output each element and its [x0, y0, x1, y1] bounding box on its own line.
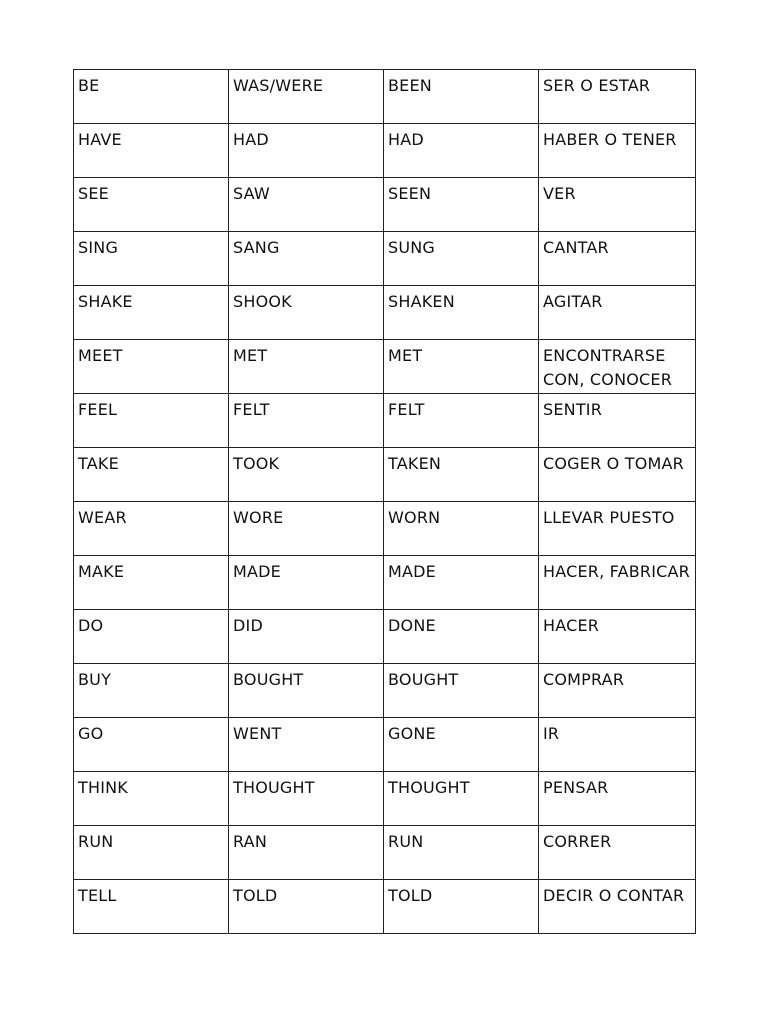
table-row	[74, 124, 696, 178]
base-form-cell: WEAR	[74, 502, 229, 556]
past-simple-cell: MET	[229, 340, 384, 394]
table-row	[74, 340, 696, 394]
spanish-translation-cell: COGER O TOMAR	[539, 448, 696, 502]
irregular-verbs-table	[73, 69, 696, 934]
base-form-cell: DO	[74, 610, 229, 664]
table-row	[74, 664, 696, 718]
spanish-translation-cell: SENTIR	[539, 394, 696, 448]
past-simple-cell: WORE	[229, 502, 384, 556]
spanish-translation-cell: PENSAR	[539, 772, 696, 826]
past-simple-cell: DID	[229, 610, 384, 664]
table-row	[74, 394, 696, 448]
past-participle-cell: BEEN	[384, 70, 539, 124]
past-simple-cell: THOUGHT	[229, 772, 384, 826]
spanish-translation-cell: ENCONTRARSE CON, CONOCER	[539, 340, 696, 394]
past-participle-cell: RUN	[384, 826, 539, 880]
verb-table-body	[74, 70, 696, 934]
past-participle-cell: WORN	[384, 502, 539, 556]
base-form-cell: BE	[74, 70, 229, 124]
spanish-translation-cell: HACER	[539, 610, 696, 664]
past-participle-cell: TOLD	[384, 880, 539, 934]
past-participle-cell: BOUGHT	[384, 664, 539, 718]
base-form-cell: GO	[74, 718, 229, 772]
base-form-cell: FEEL	[74, 394, 229, 448]
table-row	[74, 556, 696, 610]
base-form-cell: THINK	[74, 772, 229, 826]
table-row	[74, 826, 696, 880]
base-form-cell: MEET	[74, 340, 229, 394]
past-simple-cell: SAW	[229, 178, 384, 232]
spanish-translation-cell: AGITAR	[539, 286, 696, 340]
past-simple-cell: SANG	[229, 232, 384, 286]
table-row	[74, 610, 696, 664]
table-row	[74, 232, 696, 286]
past-participle-cell: MET	[384, 340, 539, 394]
base-form-cell: MAKE	[74, 556, 229, 610]
table-row	[74, 286, 696, 340]
spanish-translation-cell: DECIR O CONTAR	[539, 880, 696, 934]
spanish-translation-cell: HACER, FABRICAR	[539, 556, 696, 610]
past-participle-cell: MADE	[384, 556, 539, 610]
past-participle-cell: SUNG	[384, 232, 539, 286]
past-simple-cell: WENT	[229, 718, 384, 772]
spanish-translation-cell: IR	[539, 718, 696, 772]
spanish-translation-cell: SER O ESTAR	[539, 70, 696, 124]
base-form-cell: RUN	[74, 826, 229, 880]
table-row	[74, 178, 696, 232]
base-form-cell: SHAKE	[74, 286, 229, 340]
past-simple-cell: TOOK	[229, 448, 384, 502]
table-row	[74, 718, 696, 772]
base-form-cell: SING	[74, 232, 229, 286]
past-simple-cell: FELT	[229, 394, 384, 448]
past-participle-cell: FELT	[384, 394, 539, 448]
table-row	[74, 448, 696, 502]
past-simple-cell: SHOOK	[229, 286, 384, 340]
table-row	[74, 70, 696, 124]
past-simple-cell: RAN	[229, 826, 384, 880]
spanish-translation-cell: VER	[539, 178, 696, 232]
past-participle-cell: HAD	[384, 124, 539, 178]
past-simple-cell: HAD	[229, 124, 384, 178]
past-participle-cell: TAKEN	[384, 448, 539, 502]
base-form-cell: TELL	[74, 880, 229, 934]
base-form-cell: SEE	[74, 178, 229, 232]
base-form-cell: TAKE	[74, 448, 229, 502]
table-row	[74, 880, 696, 934]
past-participle-cell: THOUGHT	[384, 772, 539, 826]
spanish-translation-cell: CORRER	[539, 826, 696, 880]
past-participle-cell: GONE	[384, 718, 539, 772]
spanish-translation-cell: COMPRAR	[539, 664, 696, 718]
spanish-translation-cell: LLEVAR PUESTO	[539, 502, 696, 556]
base-form-cell: HAVE	[74, 124, 229, 178]
past-simple-cell: WAS/WERE	[229, 70, 384, 124]
past-simple-cell: TOLD	[229, 880, 384, 934]
spanish-translation-cell: HABER O TENER	[539, 124, 696, 178]
base-form-cell: BUY	[74, 664, 229, 718]
past-simple-cell: BOUGHT	[229, 664, 384, 718]
past-simple-cell: MADE	[229, 556, 384, 610]
table-row	[74, 772, 696, 826]
past-participle-cell: SEEN	[384, 178, 539, 232]
spanish-translation-cell: CANTAR	[539, 232, 696, 286]
table-row	[74, 502, 696, 556]
past-participle-cell: DONE	[384, 610, 539, 664]
past-participle-cell: SHAKEN	[384, 286, 539, 340]
